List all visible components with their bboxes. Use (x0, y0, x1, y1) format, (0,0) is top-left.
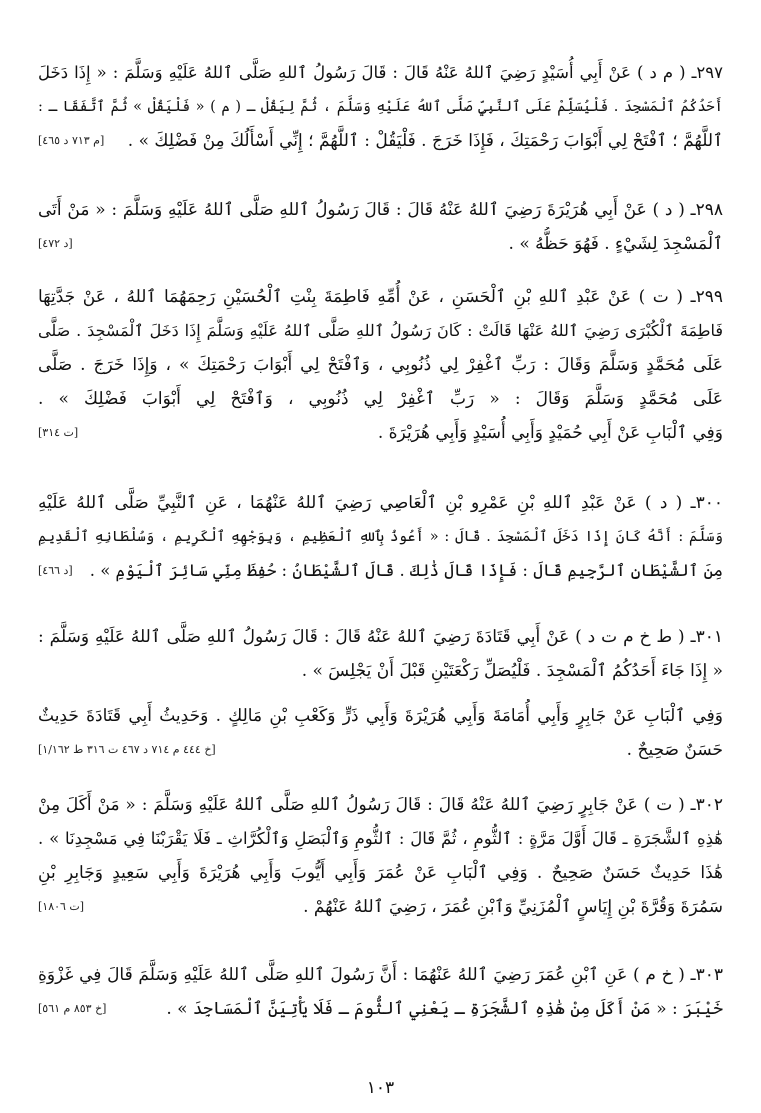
text-line: مِنَ ٱلشَّيْطَانِ ٱلرَّجِيمِ قَالَ : فَإِذَا قَالَ ذَٰلِكَ . قَالَ ٱلشَّيْطَانُ : حُفِظَ مِنِّي سَائِرَ ٱلْيَوْمِ » . (89, 561, 723, 580)
text-line: « إِذَا جَاءَ أَحَدُكُمُ ٱلْمَسْجِدَ . فَلْيُصَلِّ رَكْعَتَيْنِ قَبْلَ أَنْ يَجْلِسَ » . (301, 661, 723, 681)
text-line: ٱللَّهُمَّ ؛ ٱفْتَحْ لِي أَبْوَابَ رَحْمَتِكَ ، فَإِذَا خَرَجَ . فَلْيَقُلْ : ٱللَّهُمَّ ؛ إِنِّي أَسْأَلُكَ مِنْ فَضْلِكَ » . (127, 131, 723, 151)
hadith-block (38, 193, 723, 261)
text-line: ٣٠٣ـ ( خ م ) عَنِ ٱبْنِ عُمَرَ رَضِيَ ٱللهُ عَنْهُمَا : أَنَّ رَسُولَ ٱللهِ صَلَّى ٱللهُ عَلَيْهِ وَسَلَّمَ قَالَ فِي غَزْوَةِ (38, 965, 723, 985)
text-line: عَلَى مُحَمَّدٍ وَسَلَّمَ وَقَالَ : « رَبِّ ٱغْفِرْ لِي ذُنُوبِي ، وَٱفْتَحْ لِي أَبْوَابَ فَضْلِكَ » . (38, 389, 723, 409)
hadith-block (38, 788, 723, 924)
hadith-block (38, 486, 723, 588)
text-line: هَٰذِهِ ٱلشَّجَرَةِ ـ قَالَ أَوَّلَ مَرَّةٍ : ٱلثُّومِ ، ثُمَّ قَالَ : ٱلثُّومِ وَٱلْبَصَلِ وَٱلْكُرَّاثِ ـ فَلَا يَقْرَبْنَا فِي مَسْجِدِنَا » . (38, 829, 723, 848)
reference-citation: [خ ٨٥٣ م ٥٦١] (38, 1002, 107, 1015)
text-line: وَفِي ٱلْبَابِ عَنْ جَابِرٍ وَأَبِي أُمَامَةَ وَأَبِي هُرَيْرَةَ وَأَبِي ذَرٍّ وَكَعْبِ بْنِ مَالِكٍ . وَحَدِيثُ أَبِي قَتَادَةَ حَدِيثٌ (38, 706, 723, 726)
hadith-block (38, 56, 723, 158)
reference-citation: [م ٧١٣ د ٤٦٥] (38, 134, 105, 147)
reference-citation: [خ ٤٤٤ م ٧١٤ د ٤٦٧ ت ٣١٦ ط ١/١٦٢] (38, 743, 216, 756)
text-line: عَلَى مُحَمَّدٍ وَسَلَّمَ وَقَالَ : رَبِّ ٱغْفِرْ لِي ذُنُوبِي ، وَٱفْتَحْ لِي أَبْوَابَ رَحْمَتِكَ » ، وَإِذَا خَرَجَ . صَلَّى (38, 355, 723, 375)
text-line: فَاطِمَةَ ٱلْكُبْرَى رَضِيَ ٱللهُ عَنْهَا قَالَتْ : كَانَ رَسُولُ ٱللهِ صَلَّى ٱللهُ عَلَيْهِ وَسَلَّمَ إِذَا دَخَلَ ٱلْمَسْجِدَ . صَلَّى (38, 321, 723, 340)
text-line: ٢٩٩ـ ( ت ) عَنْ عَبْدِ ٱللهِ بْنِ ٱلْحَسَنِ ، عَنْ أُمِّهِ فَاطِمَةَ بِنْتِ ٱلْحُسَيْنِ رَحِمَهُمَا ٱللهُ ، عَنْ جَدَّتِهَا (38, 287, 723, 307)
text-line: ٢٩٨ـ ( د ) عَنْ أَبِي هُرَيْرَةَ رَضِيَ ٱللهُ عَنْهُ قَالَ : قَالَ رَسُولُ ٱللهِ صَلَّى ٱللهُ عَلَيْهِ وَسَلَّمَ : « مَنْ أَتَى (38, 200, 723, 220)
hadith-block (38, 620, 723, 688)
text-line: هَٰذَا حَدِيثٌ حَسَنٌ صَحِيحٌ . وَفِي ٱلْبَابِ عَنْ عُمَرَ وَأَبِي أَيُّوبَ وَأَبِي هُرَيْرَةَ وَأَبِي سَعِيدٍ وَجَابِرِ بْنِ (38, 863, 723, 883)
text-line: خَيْبَرَ : « مَنْ أَكَلَ مِنْ هَٰذِهِ ٱلشَّجَرَةِ ـ يَعْنِي ٱلثُّومَ ـ فَلَا يَأْتِيَنَّ ٱلْمَسَاجِدَ » . (166, 999, 723, 1019)
hadith-block (38, 699, 723, 767)
text-line: ٱلْمَسْجِدَ لِشَيْءٍ . فَهُوَ حَظُّهُ » . (508, 234, 723, 254)
hadith-block (38, 280, 723, 450)
text-line: حَسَنٌ صَحِيحٌ . (626, 740, 723, 760)
reference-citation: [د ٤٦٦] (38, 564, 73, 577)
page-number: ١٠٣ (366, 1078, 395, 1098)
text-line: ٣٠٠ـ ( د ) عَنْ عَبْدِ ٱللهِ بْنِ عَمْرِو بْنِ ٱلْعَاصِي رَضِيَ ٱللهُ عَنْهُمَا ، عَنِ ٱلنَّبِيِّ صَلَّى ٱللهُ عَلَيْهِ (38, 493, 723, 513)
text-line: ٣٠١ـ ( ط خ م ت د ) عَنْ أَبِي قَتَادَةَ رَضِيَ ٱللهُ عَنْهُ قَالَ : قَالَ رَسُولُ ٱللهِ صَلَّى ٱللهُ عَلَيْهِ وَسَلَّمَ : (38, 627, 723, 647)
text-line: أَحَدُكُمُ ٱلْمَسْجِدَ . فَلْيُسَلِّمْ عَلَى ٱلنَّبِيِّ صَلَّى ٱللهُ عَلَيْهِ وَسَلَّمَ ، ثُمَّ لِيَقُلْ ـ ( م ) « فَلْيَقُلْ » ثُمَّ ٱتَّفَقَا ـ : (38, 99, 723, 115)
text-line: ٣٠٢ـ ( ت ) عَنْ جَابِرٍ رَضِيَ ٱللهُ عَنْهُ قَالَ : قَالَ رَسُولُ ٱللهِ صَلَّى ٱللهُ عَلَيْهِ وَسَلَّمَ : « مَنْ أَكَلَ مِنْ (38, 795, 723, 815)
text-line: وَسَلَّمَ : أَنَّهُ كَانَ إِذَا دَخَلَ ٱلْمَسْجِدَ . قَالَ : « أَعُوذُ بِٱللهِ ٱلْعَظِيمِ ، وَبِوَجْهِهِ ٱلْكَرِيمِ ، وَسُلْطَانِهِ ٱلْقَدِيمِ (38, 529, 723, 545)
hadith-block (38, 958, 723, 1026)
reference-citation: [ت ١٨٠٦] (38, 900, 85, 913)
text-line: ٢٩٧ـ ( م د ) عَنْ أَبِي أُسَيْدٍ رَضِيَ ٱللهُ عَنْهُ قَالَ : قَالَ رَسُولُ ٱللهِ صَلَّى ٱللهُ عَلَيْهِ وَسَلَّمَ : « إِذَا دَخَلَ (38, 63, 723, 82)
reference-citation: [ت ٣١٤] (38, 426, 79, 439)
text-line: وَفِي ٱلْبَابِ عَنْ أَبِي حُمَيْدٍ وَأَبِي أُسَيْدٍ وَأَبِي هُرَيْرَةَ . (377, 423, 723, 443)
text-line: سَمُرَةَ وَقُرَّةَ بْنِ إِيَاسٍ ٱلْمُزَنِيِّ وَٱبْنِ عُمَرَ ، رَضِيَ ٱللهُ عَنْهُمْ . (303, 897, 723, 917)
reference-citation: [د ٤٧٢] (38, 237, 73, 250)
